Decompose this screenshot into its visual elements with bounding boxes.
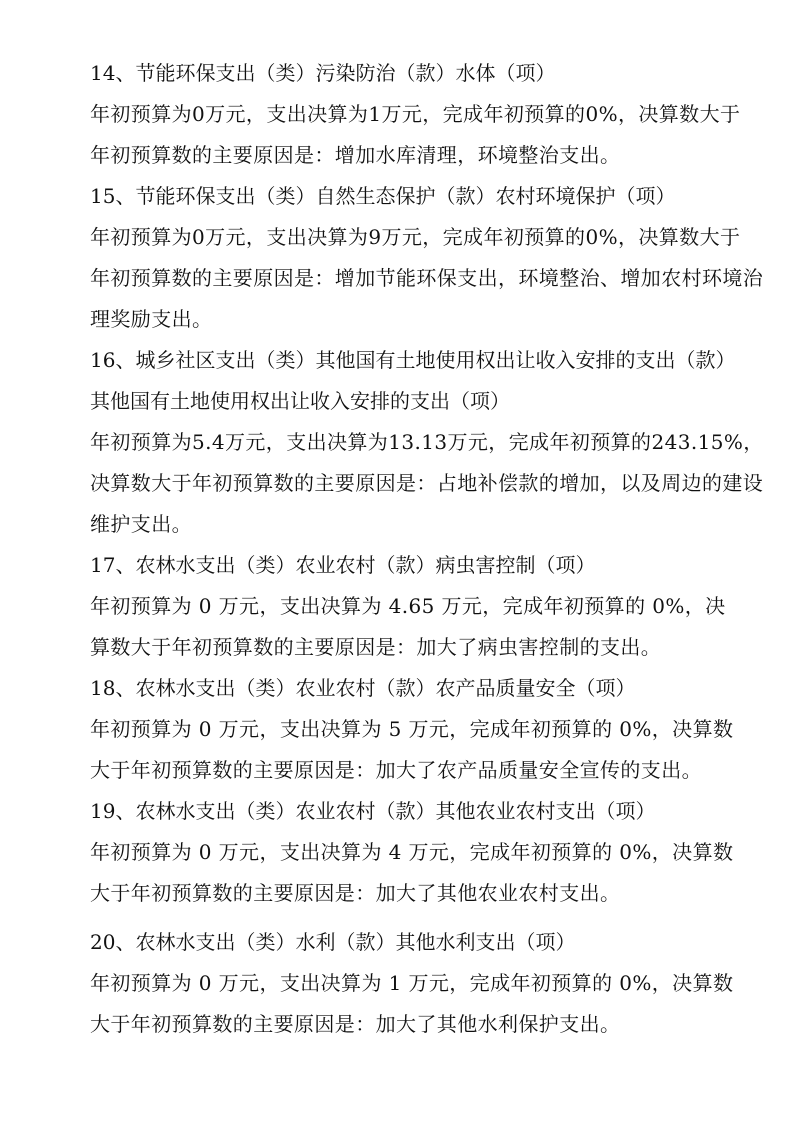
- item-heading: 18、农林水支出（类）农业农村（款）农产品质量安全（项）: [90, 676, 636, 700]
- paragraph-line: 年初预算为0万元，支出决算为1万元，完成年初预算的0%，决算数大于: [90, 102, 741, 126]
- budget-item-14: [48, 53, 745, 176]
- paragraph-line: 大于年初预算数的主要原因是：加大了农产品质量安全宣传的支出。: [90, 758, 702, 782]
- spacer: [48, 914, 745, 922]
- paragraph-line: 年初预算为 0 万元，支出决算为 4 万元，完成年初预算的 0%，决算数: [90, 840, 734, 864]
- budget-item-17: [48, 545, 745, 668]
- item-paragraph: [48, 709, 745, 791]
- paragraph-line: 年初预算为5.4万元，支出决算为13.13万元，完成年初预算的243.15%，: [90, 430, 764, 454]
- budget-item-15: [48, 176, 764, 340]
- paragraph-line: 大于年初预算数的主要原因是：加大了其他水利保护支出。: [90, 1012, 621, 1036]
- item-heading: 15、节能环保支出（类）自然生态保护（款）农村环境保护（项）: [90, 184, 676, 208]
- paragraph-line: 年初预算数的主要原因是：增加水库清理，环境整治支出。: [90, 143, 621, 167]
- paragraph-line: 算数大于年初预算数的主要原因是：加大了病虫害控制的支出。: [90, 635, 662, 659]
- item-heading: 17、农林水支出（类）农业农村（款）病虫害控制（项）: [90, 553, 596, 577]
- budget-item-19: [48, 791, 745, 914]
- item-paragraph: [48, 94, 745, 176]
- item-paragraph: [48, 586, 745, 668]
- item-heading-continued: 其他国有土地使用权出让收入安排的支出（项）: [90, 389, 510, 413]
- item-paragraph: [48, 217, 764, 340]
- paragraph-line: 大于年初预算数的主要原因是：加大了其他农业农村支出。: [90, 881, 621, 905]
- budget-item-16: [48, 340, 764, 545]
- item-paragraph: [48, 832, 745, 914]
- paragraph-line: 年初预算为 0 万元，支出决算为 1 万元，完成年初预算的 0%，决算数: [90, 971, 734, 995]
- document-body: [48, 53, 764, 1045]
- item-heading: 19、农林水支出（类）农业农村（款）其他农业农村支出（项）: [90, 799, 656, 823]
- paragraph-line: 维护支出。: [90, 512, 192, 536]
- paragraph-line: 理奖励支出。: [90, 307, 213, 331]
- paragraph-line: 年初预算数的主要原因是：增加节能环保支出，环境整治、增加农村环境治: [90, 266, 764, 290]
- budget-item-20: [48, 922, 745, 1045]
- budget-item-18: [48, 668, 745, 791]
- paragraph-line: 年初预算为 0 万元，支出决算为 4.65 万元，完成年初预算的 0%，决: [90, 594, 726, 618]
- paragraph-line: 决算数大于年初预算数的主要原因是：占地补偿款的增加，以及周边的建设: [90, 471, 764, 495]
- item-heading: 20、农林水支出（类）水利（款）其他水利支出（项）: [90, 930, 576, 954]
- item-paragraph: [48, 422, 764, 545]
- item-heading: 16、城乡社区支出（类）其他国有土地使用权出让收入安排的支出（款）: [90, 348, 736, 372]
- paragraph-line: 年初预算为0万元，支出决算为9万元，完成年初预算的0%，决算数大于: [90, 225, 741, 249]
- item-paragraph: [48, 963, 745, 1045]
- paragraph-line: 年初预算为 0 万元，支出决算为 5 万元，完成年初预算的 0%，决算数: [90, 717, 734, 741]
- item-heading: 14、节能环保支出（类）污染防治（款）水体（项）: [90, 61, 556, 85]
